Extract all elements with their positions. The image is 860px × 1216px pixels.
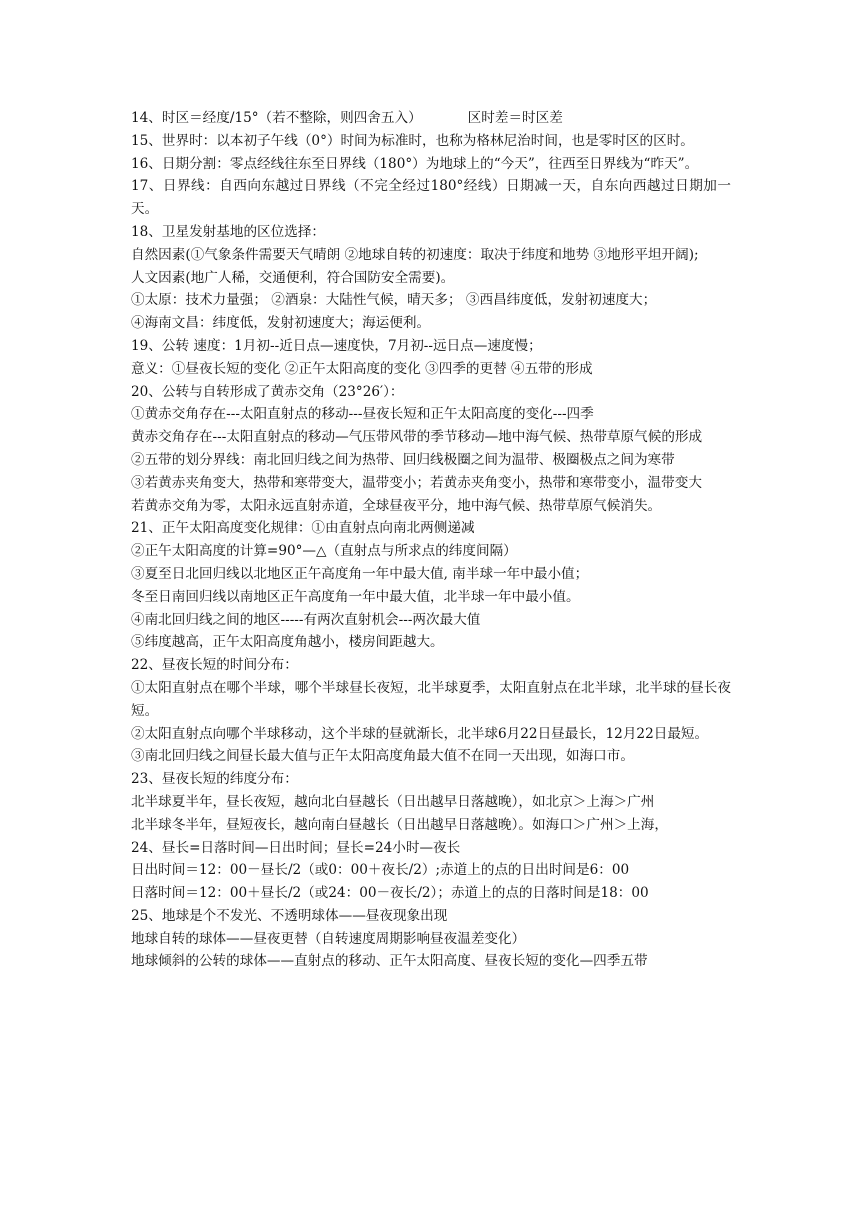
line-23-day-length-latitude: 23、昼夜长短的纬度分布：: [131, 771, 298, 788]
line-15-universal-time: 15、世界时：以本初子午线（0°）时间为标准时，也称为格林尼治时间，也是零时区的区时。: [131, 132, 694, 149]
line-17-date-line: 17、日界线：自西向东越过日界线（不完全经过180°经线）日期减一天，自东向西越过日期加一天。: [131, 178, 731, 218]
line-revolution-significance: 意义：①昼夜长短的变化 ②正午太阳高度的变化 ③四季的更替 ④五带的形成: [131, 360, 593, 377]
line-16-date-division: 16、日期分割：零点经线往东至日界线（180°）为地球上的“今天”，往西至日界线为“昨天”。: [131, 155, 699, 172]
line-winter-half-year: 北半球冬半年，昼短夜长，越向南白昼越长（日出越早日落越晚）。如海口＞广州＞上海，: [131, 816, 668, 833]
line-noon-sun-formula: ②正午太阳高度的计算=90°—△（直射点与所求点的纬度间隔）: [131, 543, 517, 560]
line-obliquity-2: 黄赤交角存在---太阳直射点的移动—气压带风带的季节移动—地中海气候、热带草原气候的形成: [131, 429, 703, 446]
line-human-factors: 人文因素(地广人稀，交通便利，符合国防安全需要)。: [131, 269, 455, 286]
line-19-revolution-speed: 19、公转 速度：1月初--近日点—速度快，7月初--远日点—速度慢；: [131, 337, 542, 354]
line-14-time-zone: [131, 107, 731, 130]
line-25-earth-sphere: 25、地球是个不发光、不透明球体——昼夜现象出现: [131, 907, 448, 924]
line-22-day-length-time: 22、昼夜长短的时间分布：: [131, 657, 298, 674]
time-zone-formula: 14、时区＝经度/15°（若不整除，则四舍五入）: [131, 110, 422, 126]
line-latitude-spacing: ⑤纬度越高，正午太阳高度角越小，楼房间距越大。: [131, 634, 444, 651]
line-five-zones: ②五带的划分界线：南北回归线之间为热带、回归线极圈之间为温带、极圈极点之间为寒带: [131, 451, 675, 468]
line-launch-sites-2: ④海南文昌：纬度低，发射初速度大；海运便利。: [131, 315, 431, 332]
line-day-length-1: ①太阳直射点在哪个半球，哪个半球昼长夜短，北半球夏季，太阳直射点在北半球，北半球的昼长夜短。: [131, 679, 731, 719]
line-natural-factors: 自然因素(①气象条件需要天气晴朗 ②地球自转的初速度：取决于纬度和地势 ③地形平坦开阔);: [131, 246, 699, 263]
line-day-length-3: ③南北回归线之间昼长最大值与正午太阳高度角最大值不在同一天出现，如海口市。: [131, 748, 634, 765]
line-tilted-revolving-sphere: 地球倾斜的公转的球体——直射点的移动、正午太阳高度、昼夜长短的变化—四季五带: [131, 953, 648, 970]
document-body: [131, 107, 731, 973]
line-sunset-time: 日落时间＝12：00＋昼长/2（或24：00－夜长/2）；赤道上的点的日落时间是18：00: [131, 885, 649, 902]
line-obliquity-change: ③若黄赤夹角变大，热带和寒带变大，温带变小；若黄赤夹角变小，热带和寒带变小，温带变大: [131, 474, 702, 491]
line-summer-half-year: 北半球夏半年，昼长夜短，越向北白昼越长（日出越早日落越晚），如北京＞上海＞广州: [131, 793, 655, 810]
zone-difference-formula: 区时差＝时区差: [467, 110, 563, 126]
line-day-length-2: ②太阳直射点向哪个半球移动，这个半球的昼就渐长，北半球6月22日昼最长，12月22日最短。: [131, 725, 709, 742]
line-rotating-sphere: 地球自转的球体——昼夜更替（自转速度周期影响昼夜温差变化）: [131, 930, 526, 947]
line-obliquity-zero: 若黄赤交角为零，太阳永远直射赤道，全球昼夜平分，地中海气候、热带草原气候消失。: [131, 497, 662, 514]
line-launch-sites-1: ①太原：技术力量强； ②酒泉：大陆性气候，晴天多； ③西昌纬度低，发射初速度大；: [131, 292, 657, 309]
line-sunrise-time: 日出时间＝12：00－昼长/2（或0：00＋夜长/2）;赤道上的点的日出时间是6：00: [131, 862, 630, 879]
line-summer-solstice: ③夏至日北回归线以北地区正午高度角一年中最大值, 南半球一年中最小值；: [131, 565, 589, 582]
line-18-heading: 18、卫星发射基地的区位选择：: [131, 223, 326, 240]
line-tropics: ④南北回归线之间的地区-----有两次直射机会---两次最大值: [131, 611, 481, 628]
line-obliquity-1: ①黄赤交角存在---太阳直射点的移动---昼夜长短和正午太阳高度的变化---四季: [131, 406, 594, 423]
line-20-obliquity: 20、公转与自转形成了黄赤交角（23°26′）：: [131, 383, 404, 400]
line-21-noon-sun: 21、正午太阳高度变化规律：①由直射点向南北两侧递减: [131, 520, 475, 537]
line-24-day-length-formula: 24、昼长=日落时间—日出时间；昼长=24小时—夜长: [131, 839, 461, 856]
line-winter-solstice: 冬至日南回归线以南地区正午高度角一年中最大值，北半球一年中最小值。: [131, 588, 580, 605]
